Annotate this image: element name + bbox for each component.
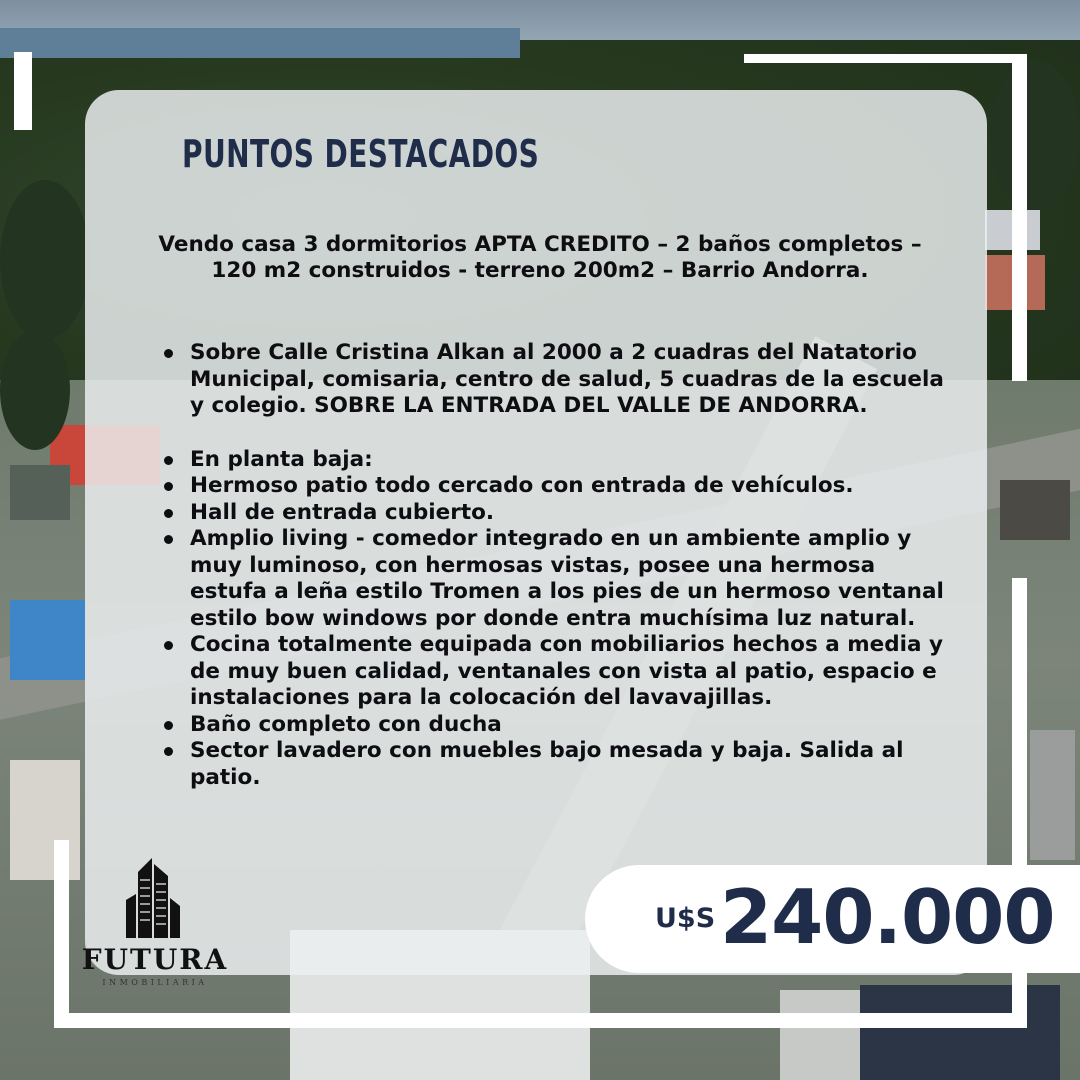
house	[10, 600, 85, 680]
frame-line-left-upper	[14, 52, 32, 130]
list-item: Baño completo con ducha	[160, 712, 950, 739]
tree	[0, 180, 90, 340]
price-amount: 240.000	[720, 873, 1055, 961]
list-item: Cocina totalmente equipada con mobiliarios hechos a media y de muy buen calidad, ventanales con vista al patio, espacio e instalaciones para la colocación del lavavajillas.	[160, 632, 950, 712]
house	[860, 985, 1060, 1080]
futura-logo	[80, 850, 230, 990]
house	[780, 990, 860, 1080]
tree	[0, 330, 70, 450]
list-item: Sobre Calle Cristina Alkan al 2000 a 2 cuadras del Natatorio Municipal, comisaria, centro de salud, 5 cuadras de la escuela y colegio. SOBRE LA ENTRADA DEL VALLE DE ANDORRA.	[160, 340, 950, 420]
house	[10, 465, 70, 520]
house	[1030, 730, 1075, 860]
features-list	[160, 340, 950, 791]
house	[10, 760, 80, 880]
frame-line-top	[744, 54, 1027, 63]
price-currency: U$S	[655, 903, 716, 934]
logo-name: FUTURA	[81, 943, 229, 976]
logo-subtitle: INMOBILIARIA	[102, 978, 208, 987]
list-item: Amplio living - comedor integrado en un ambiente amplio y muy luminoso, con hermosas vistas, posee una hermosa estufa a leña estilo Tromen a los pies de un hermoso ventanal estilo bow windows por donde entra muchísima luz natural.	[160, 526, 950, 632]
frame-line-bottom	[54, 1013, 1027, 1028]
list-item: Hall de entrada cubierto.	[160, 500, 950, 527]
house	[1000, 480, 1070, 540]
list-item: Hermoso patio todo cercado con entrada de vehículos.	[160, 473, 950, 500]
frame-line-left-lower	[54, 840, 69, 1028]
building-icon	[80, 850, 230, 945]
list-item: En planta baja:	[160, 447, 950, 474]
sea	[0, 28, 520, 58]
list-item: Sector lavadero con muebles bajo mesada y baja. Salida al patio.	[160, 738, 950, 791]
info-card	[85, 90, 987, 975]
tree	[990, 60, 1080, 210]
frame-line-right-upper	[1012, 54, 1027, 381]
intro-text: Vendo casa 3 dormitorios APTA CREDITO – 2 baños completos – 120 m2 construidos - terreno 200m2 – Barrio Andorra.	[158, 232, 922, 283]
price-badge	[585, 865, 1080, 973]
section-heading: PUNTOS DESTACADOS	[182, 132, 540, 176]
